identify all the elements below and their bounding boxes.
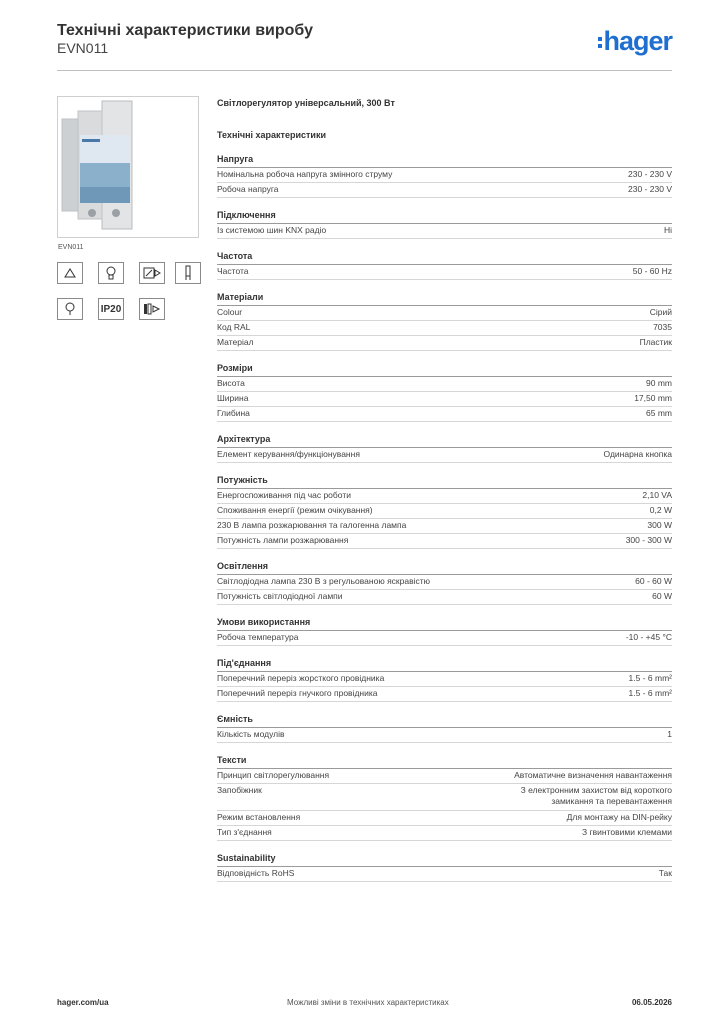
spec-label: Робоча температура <box>217 632 299 642</box>
spec-value: Одинарна кнопка <box>603 449 672 459</box>
spec-row <box>217 867 672 882</box>
spec-value: 90 mm <box>646 378 672 388</box>
spec-label: 230 В лампа розжарювання та галогенна лампа <box>217 520 407 530</box>
spec-label: Поперечний переріз гнучкого провідника <box>217 688 378 698</box>
spec-section <box>217 473 672 549</box>
spec-label: Частота <box>217 266 249 276</box>
spec-label: Енергоспоживання під час роботи <box>217 490 351 500</box>
spec-row <box>217 224 672 239</box>
section-title: Матеріали <box>217 290 672 306</box>
spec-row <box>217 728 672 743</box>
spec-value: 230 - 230 V <box>628 169 672 179</box>
spec-section <box>217 432 672 463</box>
spec-label: Світлодіодна лампа 230 В з регульованою яскравістю <box>217 576 431 586</box>
spec-row <box>217 672 672 687</box>
spec-value: 17,50 mm <box>634 393 672 403</box>
dimmer-icon <box>139 262 165 284</box>
product-image-label: EVN011 <box>58 244 84 251</box>
spec-label: Кількість модулів <box>217 729 285 739</box>
spec-value: 65 mm <box>646 408 672 418</box>
spec-row <box>217 504 672 519</box>
section-title: Ємність <box>217 712 672 728</box>
section-title: Частота <box>217 249 672 265</box>
spec-value: Ні <box>663 225 672 235</box>
spec-value: -10 - +45 °C <box>625 632 672 642</box>
spec-row <box>217 534 672 549</box>
spec-value: Автоматичне визначення навантаження <box>514 770 672 780</box>
spec-value: 60 W <box>652 591 672 601</box>
spec-value: 1.5 - 6 mm² <box>628 688 672 698</box>
spec-label: Споживання енергії (режим очікування) <box>217 505 373 515</box>
ip20-icon: IP20 <box>98 298 124 320</box>
spec-value: Сірий <box>649 307 672 317</box>
module-icon <box>139 298 165 320</box>
spec-label: Поперечний переріз жорсткого провідника <box>217 673 385 683</box>
spec-label: Принцип світлорегулювання <box>217 770 330 780</box>
tube-icon <box>175 262 201 284</box>
spec-value: З гвинтовими клемами <box>582 827 672 837</box>
specifications <box>217 96 672 882</box>
spec-row <box>217 168 672 183</box>
spec-label: Робоча напруга <box>217 184 279 194</box>
spec-value: 7035 <box>653 322 672 332</box>
spec-row <box>217 575 672 590</box>
spec-label: Висота <box>217 378 245 388</box>
spec-row <box>217 448 672 463</box>
flame-icon <box>57 262 83 284</box>
spec-value: 1.5 - 6 mm² <box>628 673 672 683</box>
lamp-icon <box>57 298 83 320</box>
spec-row <box>217 265 672 280</box>
spec-value: З електронним захистом від короткого замикання та перевантаження <box>520 785 672 806</box>
logo-dots-icon <box>598 34 602 51</box>
spec-row <box>217 321 672 336</box>
spec-row <box>217 183 672 198</box>
section-title: Напруга <box>217 152 672 168</box>
spec-value: 300 - 300 W <box>625 535 672 545</box>
spec-value: 300 W <box>647 520 672 530</box>
spec-sections <box>217 152 672 882</box>
footer-website: hager.com/ua <box>57 998 109 1007</box>
spec-row <box>217 519 672 534</box>
bulb-icon <box>98 262 124 284</box>
spec-label: Елемент керування/функціонування <box>217 449 360 459</box>
spec-row <box>217 769 672 784</box>
spec-section <box>217 851 672 882</box>
spec-value: 1 <box>667 729 672 739</box>
section-title: Розміри <box>217 361 672 377</box>
din-module-icon <box>58 97 198 237</box>
spec-label: Глибина <box>217 408 250 418</box>
spec-value: 60 - 60 W <box>635 576 672 586</box>
section-title: Sustainability <box>217 851 672 867</box>
spec-label: Номінальна робоча напруга змінного струму <box>217 169 393 179</box>
spec-section <box>217 559 672 605</box>
spec-section <box>217 615 672 646</box>
spec-section <box>217 712 672 743</box>
section-title: Архітектура <box>217 432 672 448</box>
spec-label: Код RAL <box>217 322 251 332</box>
logo-text: hager <box>603 26 672 56</box>
spec-label: Потужність лампи розжарювання <box>217 535 349 545</box>
spec-label: Colour <box>217 307 243 317</box>
spec-row <box>217 407 672 422</box>
spec-section <box>217 208 672 239</box>
spec-label: Відповідність RoHS <box>217 868 295 878</box>
spec-row <box>217 811 672 826</box>
spec-row <box>217 306 672 321</box>
spec-section <box>217 656 672 702</box>
spec-row <box>217 377 672 392</box>
product-code: EVN011 <box>57 40 109 56</box>
spec-label: Ширина <box>217 393 249 403</box>
spec-row <box>217 392 672 407</box>
section-title: Підключення <box>217 208 672 224</box>
spec-label: Матеріал <box>217 337 254 347</box>
spec-value: 2,10 VA <box>642 490 672 500</box>
spec-value: 50 - 60 Hz <box>632 266 672 276</box>
spec-section <box>217 152 672 198</box>
spec-label: Із системою шин KNX радіо <box>217 225 327 235</box>
spec-row <box>217 489 672 504</box>
spec-value: Для монтажу на DIN-рейку <box>566 812 672 822</box>
section-title: Освітлення <box>217 559 672 575</box>
page-footer <box>57 990 672 1010</box>
spec-row <box>217 826 672 841</box>
spec-section <box>217 249 672 280</box>
spec-value: Пластик <box>639 337 672 347</box>
product-image <box>57 96 199 238</box>
hager-logo <box>598 26 672 57</box>
spec-row <box>217 336 672 351</box>
spec-section <box>217 753 672 841</box>
section-title: Тексти <box>217 753 672 769</box>
spec-row <box>217 784 672 811</box>
tech-spec-heading: Технічні характеристики <box>217 130 326 140</box>
section-title: Під'єднання <box>217 656 672 672</box>
footer-disclaimer: Можливі зміни в технічних характеристиках <box>287 998 449 1007</box>
product-description: Світлорегулятор універсальний, 300 Вт <box>217 98 395 108</box>
spec-value: 0,2 W <box>649 505 672 515</box>
spec-label: Тип з'єднання <box>217 827 272 837</box>
page-header <box>57 22 672 71</box>
spec-value: 230 - 230 V <box>628 184 672 194</box>
section-title: Умови використання <box>217 615 672 631</box>
spec-label: Запобіжник <box>217 785 262 795</box>
spec-value: Так <box>658 868 672 878</box>
page-title: Технічні характеристики виробу <box>57 22 313 39</box>
spec-section <box>217 361 672 422</box>
spec-label: Режим встановлення <box>217 812 301 822</box>
spec-label: Потужність світлодіодної лампи <box>217 591 343 601</box>
footer-date: 06.05.2026 <box>631 998 672 1007</box>
spec-row <box>217 590 672 605</box>
spec-row <box>217 631 672 646</box>
section-title: Потужність <box>217 473 672 489</box>
spec-row <box>217 687 672 702</box>
spec-section <box>217 290 672 351</box>
